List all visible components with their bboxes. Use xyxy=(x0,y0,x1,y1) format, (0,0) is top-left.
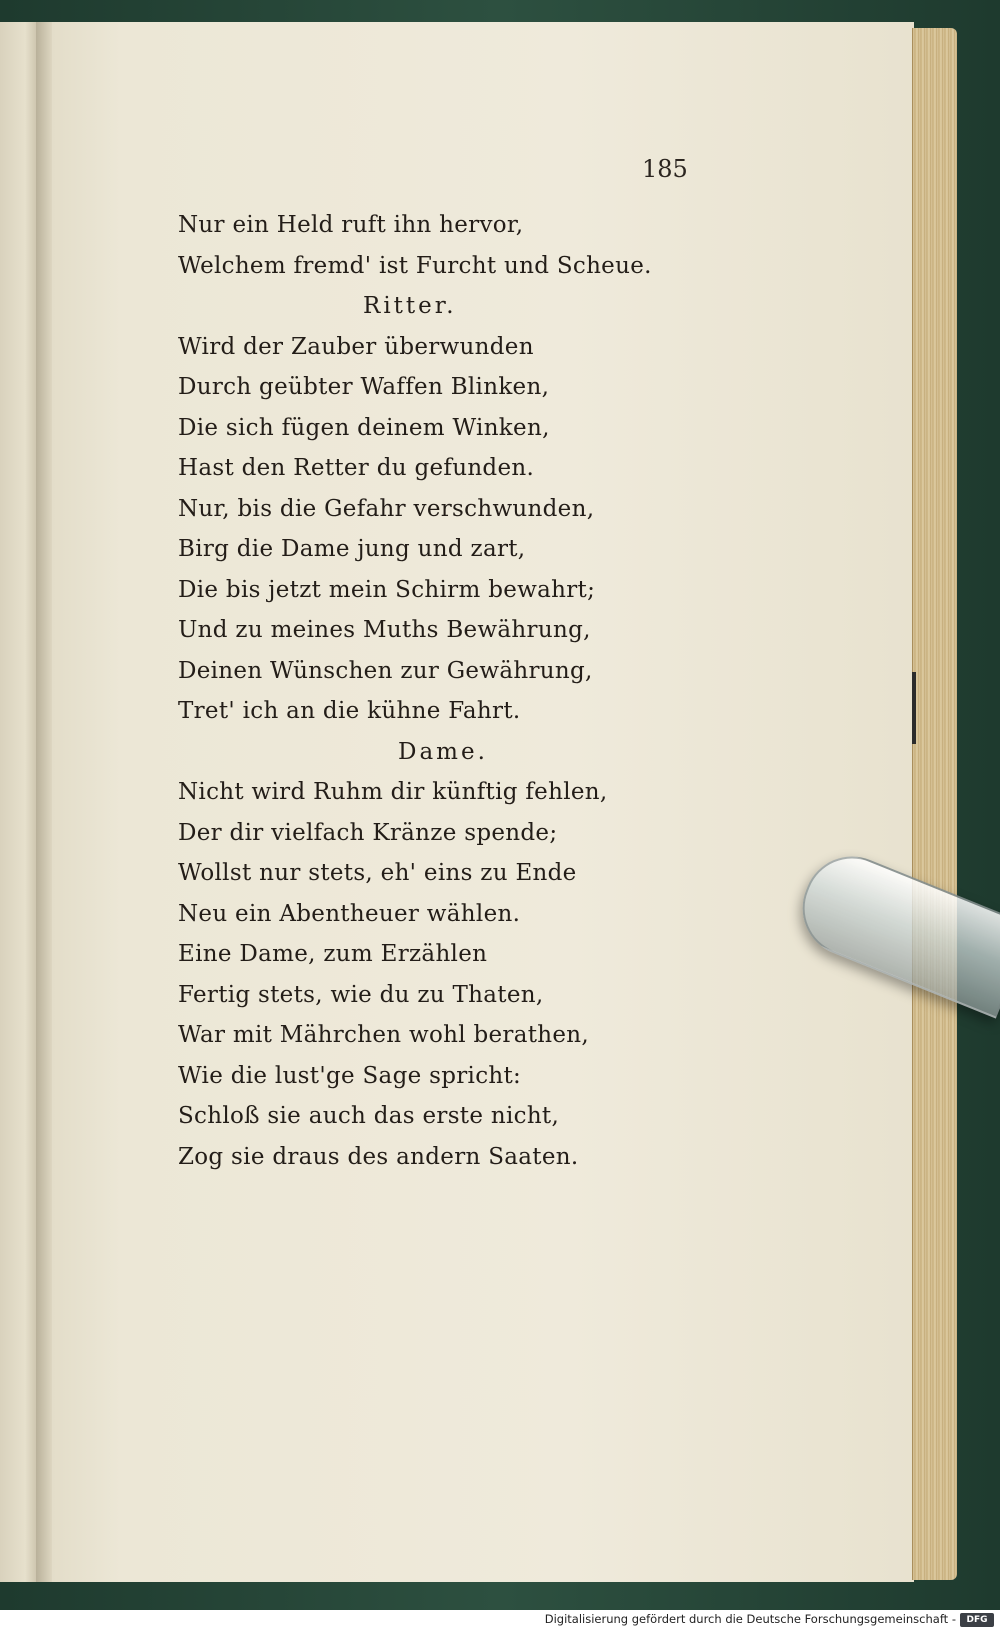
verse-line: Der dir vielfach Kränze spende; xyxy=(178,819,558,846)
verse-line: Zog sie draus des andern Saaten. xyxy=(178,1143,579,1170)
page-number: 185 xyxy=(642,155,688,183)
page-stack-edges xyxy=(912,28,957,1580)
verse-line: Und zu meines Muths Bewährung, xyxy=(178,617,591,643)
book-gutter xyxy=(36,22,52,1582)
poem-text xyxy=(178,205,738,1177)
verse-line: Nur ein Held ruft ihn hervor, xyxy=(178,212,524,238)
speaker-label: Ritter. xyxy=(363,293,457,319)
verse-line: Schloß sie auch das erste nicht, xyxy=(178,1103,560,1129)
verse-line: Fertig stets, wie du zu Thaten, xyxy=(178,981,544,1008)
verse-line: Birg die Dame jung und zart, xyxy=(178,536,526,562)
verse-line: Nur, bis die Gefahr verschwunden, xyxy=(178,495,595,522)
verse-line: Hast den Retter du gefunden. xyxy=(178,455,535,481)
verse-line: Welchem fremd' ist Furcht und Scheue. xyxy=(178,252,652,279)
verse-line: Deinen Wünschen zur Gewährung, xyxy=(178,657,593,684)
verse-line: Wird der Zauber überwunden xyxy=(178,333,534,360)
verse-line: Wie die lust'ge Sage spricht: xyxy=(178,1062,522,1089)
verse-line: Nicht wird Ruhm dir künftig fehlen, xyxy=(178,779,608,805)
verse-line: Eine Dame, zum Erzählen xyxy=(178,941,488,967)
verse-line: Die sich fügen deinem Winken, xyxy=(178,414,550,441)
dfg-logo-icon: DFG xyxy=(960,1613,994,1627)
previous-page-edge xyxy=(0,22,37,1582)
verse-line: Tret' ich an die kühne Fahrt. xyxy=(178,698,521,724)
footer-credit: Digitalisierung gefördert durch die Deutsche Forschungsgemeinschaft - xyxy=(544,1612,956,1626)
verse-line: War mit Mährchen wohl berathen, xyxy=(178,1022,590,1048)
verse-line: Neu ein Abentheuer wählen. xyxy=(178,900,521,927)
verse-line: Wollst nur stets, eh' eins zu Ende xyxy=(178,860,577,886)
footer-bar xyxy=(0,1610,1000,1630)
bookmark-ribbon xyxy=(912,672,916,744)
verse-line: Durch geübter Waffen Blinken, xyxy=(178,374,550,400)
speaker-label: Dame. xyxy=(398,738,488,765)
verse-line: Die bis jetzt mein Schirm bewahrt; xyxy=(178,576,596,603)
